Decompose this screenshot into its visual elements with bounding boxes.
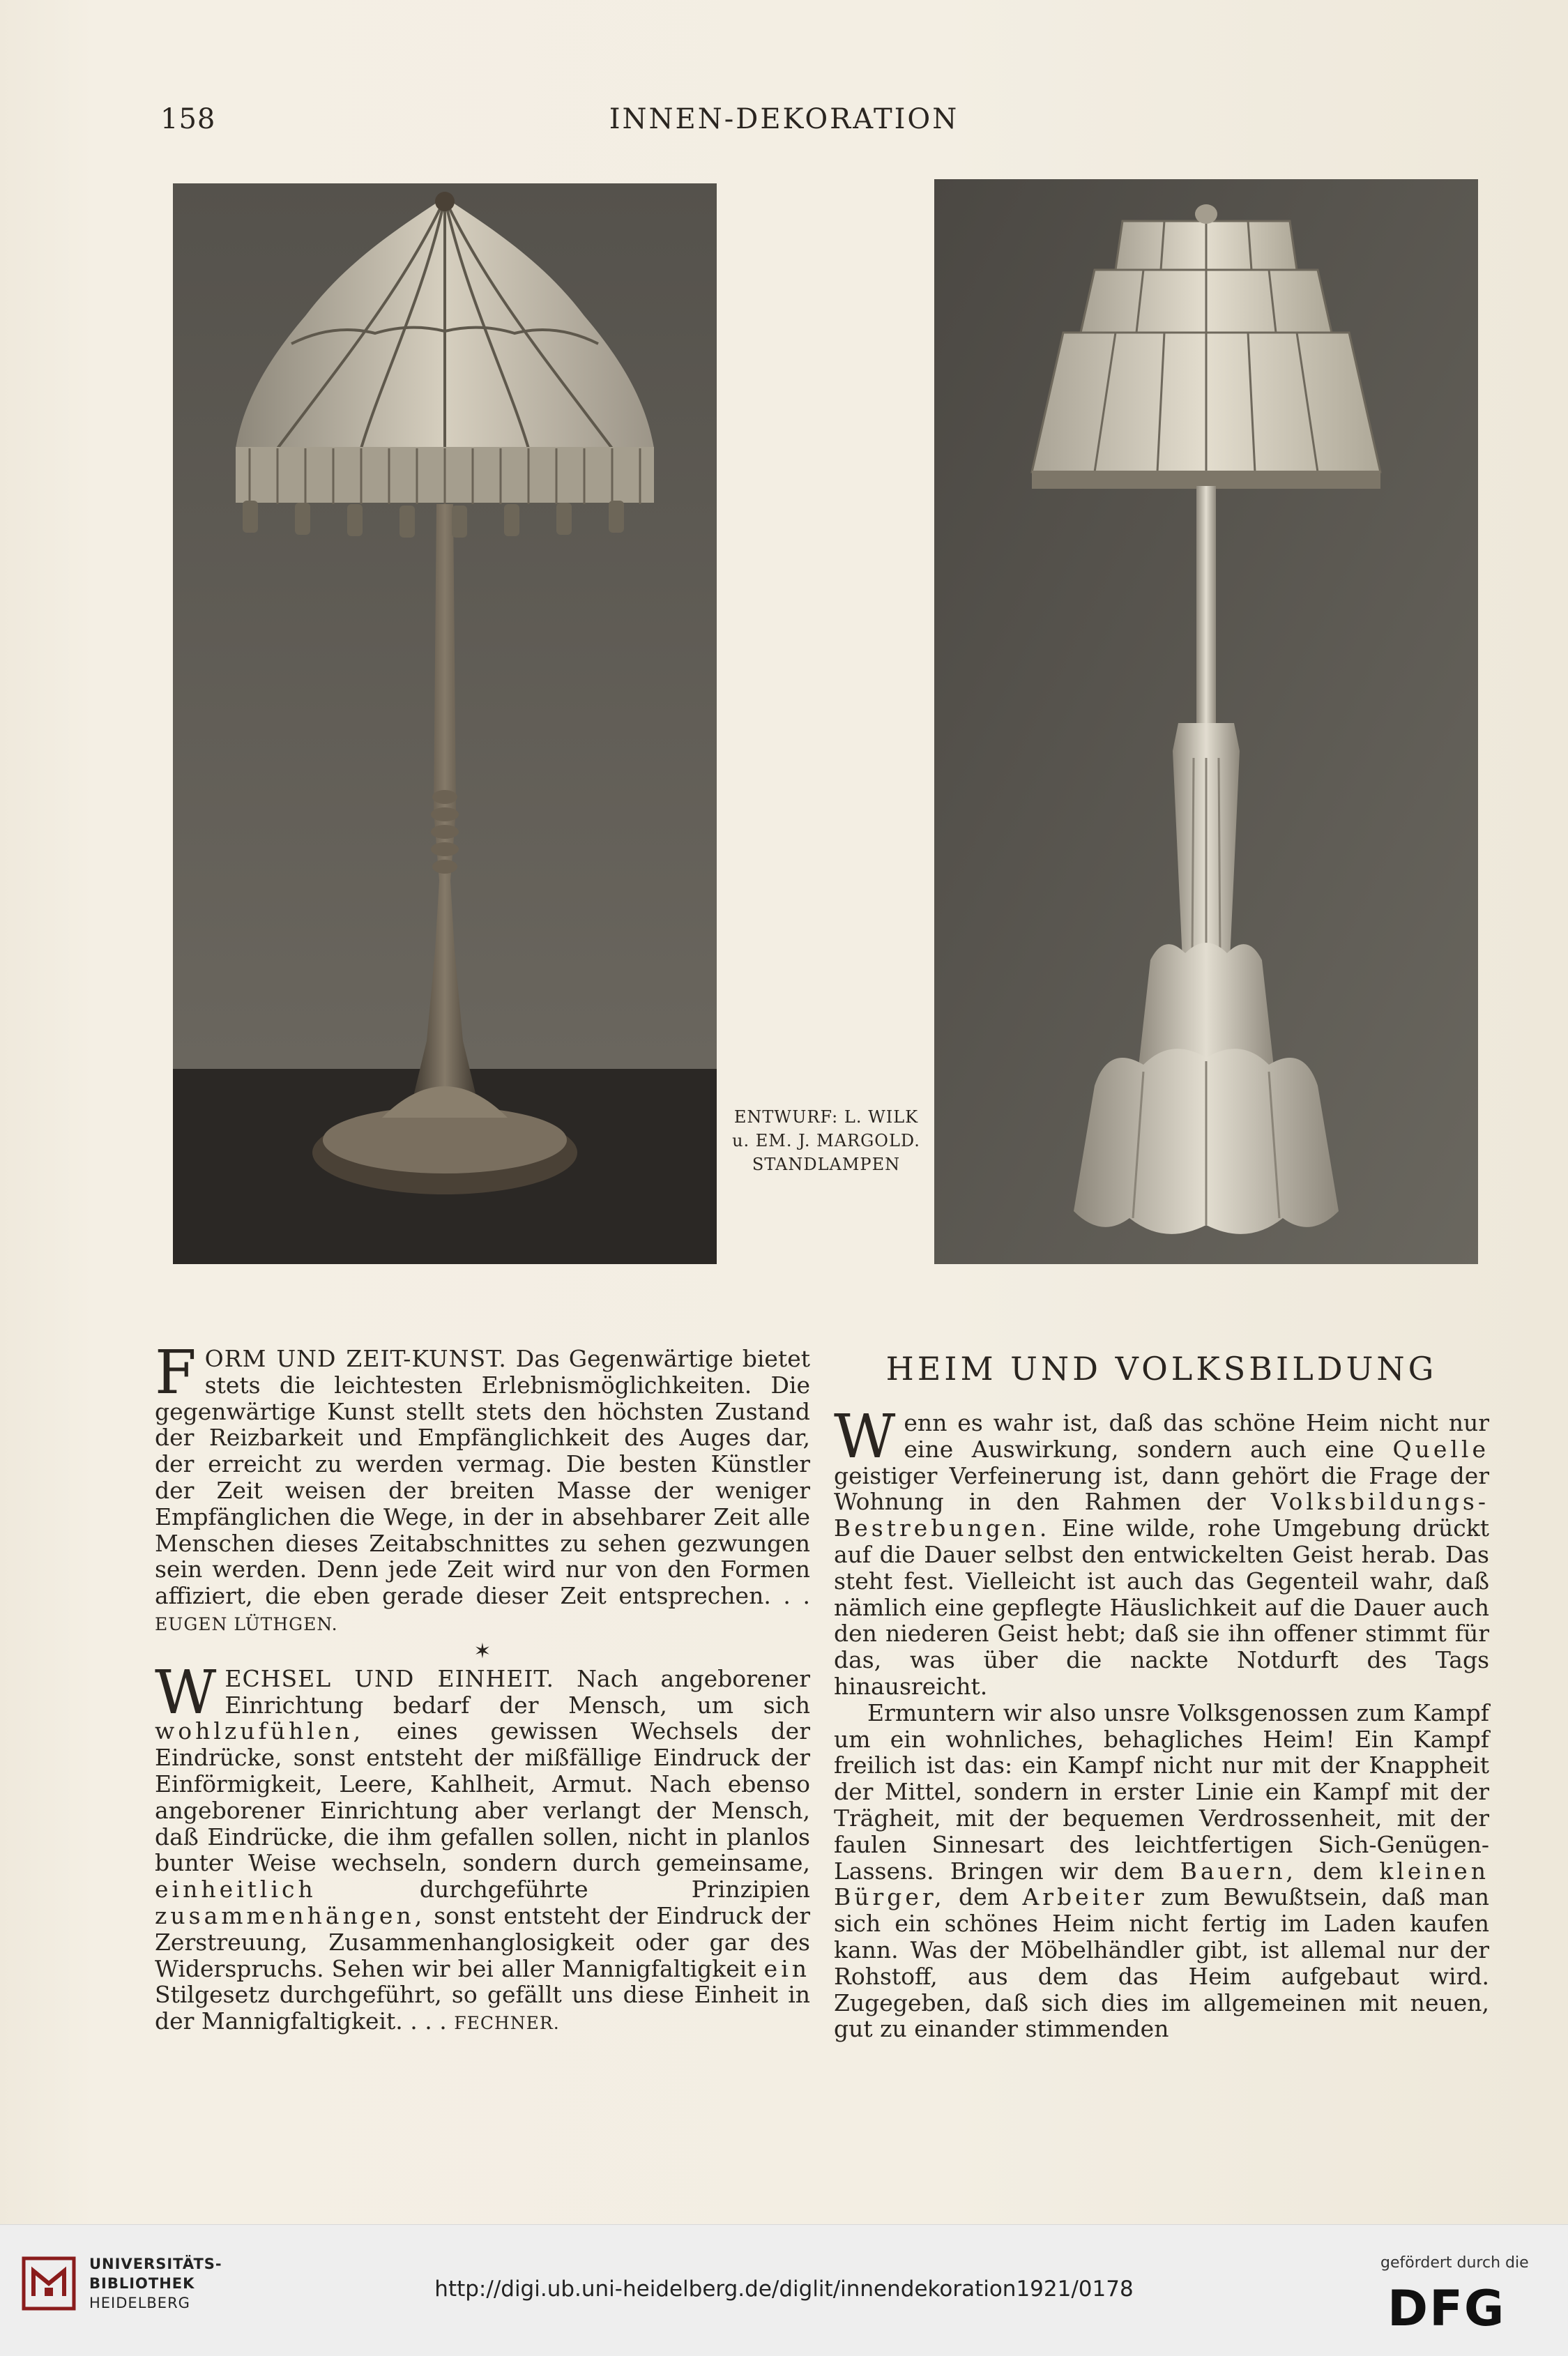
- article-text: geistiger Verfeinerung ist, dann gehört die Frage der Wohnung in den Rahmen der: [834, 1461, 1489, 1516]
- drop-cap: W: [834, 1402, 896, 1472]
- institution-line: UNIVERSITÄTS-: [89, 2256, 222, 2272]
- article-text: durchgeführte Prinzipien: [419, 1876, 810, 1903]
- emphasized-text: ein: [763, 1954, 811, 1982]
- caption-line: u. EM. J. MARGOLD.: [732, 1131, 920, 1150]
- funding-label: gefördert durch die: [1380, 2254, 1529, 2272]
- article-heading: ORM UND ZEIT-KUNST.: [204, 1345, 507, 1372]
- page-number: 158: [160, 103, 216, 135]
- article-text: Ermuntern wir also unsre Volksgenossen zum Kampf um ein wohnliches, behagliches Heim! Ein Kampf freilich ist das: ein Kampf nicht nur mit der Knappheit der Mittel, sondern in erster Linie ein Kampf mit der Trägheit, mit der bequemen Verdrossenheit, mit der faulen Sinnesart des leichtfertigen Sich-Genügen-Lassens. Bringen wir dem: [834, 1698, 1489, 1885]
- emphasized-text: Arbeiter: [1022, 1883, 1148, 1911]
- lamp-tiered-illustration: [934, 179, 1478, 1264]
- article-text: Nach angeborener Einrichtung bedarf der Mensch, um sich: [224, 1664, 810, 1719]
- emphasized-text: Quelle: [1392, 1435, 1489, 1463]
- article-text: Stilgesetz durchgeführt, so gefällt uns diese Einheit in der Mannigfaltigkeit. . . .: [155, 1981, 810, 2035]
- article-text: eines gewissen Wechsels der Eindrücke, sonst entsteht der mißfällige Eindruck der Einförmigkeit, Leere, Kahlheit, Armut. Nach ebenso angeborener Einrichtung aber verlangt der Mensch, daß Eindrücke, die ihm gefallen sollen, nicht in planlos bunter Weise wechseln, sondern durch gemeinsame,: [155, 1717, 810, 1877]
- drop-cap: F: [155, 1338, 197, 1408]
- source-url-link[interactable]: http://digi.ub.uni-heidelberg.de/diglit/innendekoration1921/0178: [434, 2277, 1134, 2302]
- institution-line: BIBLIOTHEK: [89, 2275, 195, 2292]
- article-form-und-zeit-kunst: [155, 1338, 810, 1638]
- emphasized-text: wohlzufühlen,: [155, 1717, 365, 1745]
- article-heading: ECHSEL UND EINHEIT.: [224, 1664, 555, 1692]
- emphasized-text: Bauern,: [1180, 1857, 1297, 1885]
- emphasized-text: einheitlich: [155, 1876, 317, 1903]
- article-signature: FECHNER.: [454, 2013, 560, 2034]
- running-title: INNEN-DEKORATION: [609, 103, 959, 135]
- article-signature: EUGEN LÜTHGEN.: [155, 1613, 338, 1634]
- article-text: dem: [1313, 1857, 1364, 1885]
- article-heim-paragraph-1: [834, 1402, 1489, 1700]
- caption-line: STANDLAMPEN: [752, 1155, 901, 1174]
- viewer-footer: [0, 2224, 1568, 2356]
- article-text: enn es wahr ist, daß das schöne Heim nicht nur eine Auswirkung, sondern auch eine: [904, 1409, 1489, 1463]
- article-text: Eine wilde, rohe Umgebung drückt auf die Dauer selbst den entwickelten Geist herab. Das steht fest. Vielleicht ist auch das Gegenteil wahr, daß nämlich eine gepflegte Häuslichkeit auf die Dauer auch den niederen Geist hebt; daß sie ihn offener stimmt für das, was über die nackte Notdurft des Tags hinausreicht.: [834, 1514, 1489, 1700]
- article-text: sonst entsteht der Eindruck der Zerstreuung, Zusammenhanglosigkeit oder gar des Widerspruchs. Sehen wir bei aller Mannigfaltigkeit: [155, 1901, 810, 1982]
- article-text: Das Gegenwärtige bietet stets die leichtesten Erlebnismöglichkeiten. Die gegenwärtige Kunst stellt stets den höchsten Zustand der Reizbarkeit und Empfänglichkeit des Auges dar, der erreicht zu werden vermag. Die besten Künstler der Zeit weisen der breiten Masse der weniger Empfänglichen die Wege, in der in absehbarer Zeit alle Menschen dieses Zeitabschnittes zu sehen gezwungen sein werden. Denn jede Zeit wird nur von den Formen affiziert, die eben gerade dieser Zeit entsprechen. . .: [155, 1345, 810, 1610]
- institution-line: HEIDELBERG: [89, 2295, 190, 2311]
- photo-lamp-fringed-shade: [173, 183, 717, 1264]
- photo-lamp-tiered-shade: [934, 179, 1478, 1264]
- emphasized-text: kleinen Bürger,: [834, 1857, 1489, 1911]
- right-column: [834, 1347, 1489, 2042]
- article-wechsel-und-einheit: [155, 1657, 811, 2037]
- left-column: [155, 1338, 811, 2037]
- dfg-logo: DFG: [1387, 2280, 1506, 2337]
- caption-line: ENTWURF: L. WILK: [733, 1107, 919, 1127]
- lamp-fringed-illustration: [173, 183, 717, 1264]
- figure-caption: [725, 1105, 927, 1176]
- emphasized-text: zusammenhängen,: [155, 1901, 426, 1929]
- article-text: dem: [959, 1883, 1009, 1911]
- drop-cap: W: [155, 1657, 217, 1728]
- section-title: HEIM UND VOLKSBILDUNG: [885, 1350, 1438, 1388]
- article-text: zum Bewußtsein, daß man sich ein schönes Heim nicht fertig im Laden kaufen kann. Was der Möbelhändler gibt, ist allemal nur der Rohstoff, aus dem das Heim aufgebaut wird. Zugegeben, daß sich dies im allgemeinen mit neuen, gut zu einander stimmenden: [834, 1883, 1489, 2043]
- article-heim-paragraph-2: [834, 1700, 1489, 2042]
- emphasized-text: Volksbildungs-Bestrebungen.: [834, 1488, 1489, 1542]
- section-separator: ✶: [473, 1639, 492, 1664]
